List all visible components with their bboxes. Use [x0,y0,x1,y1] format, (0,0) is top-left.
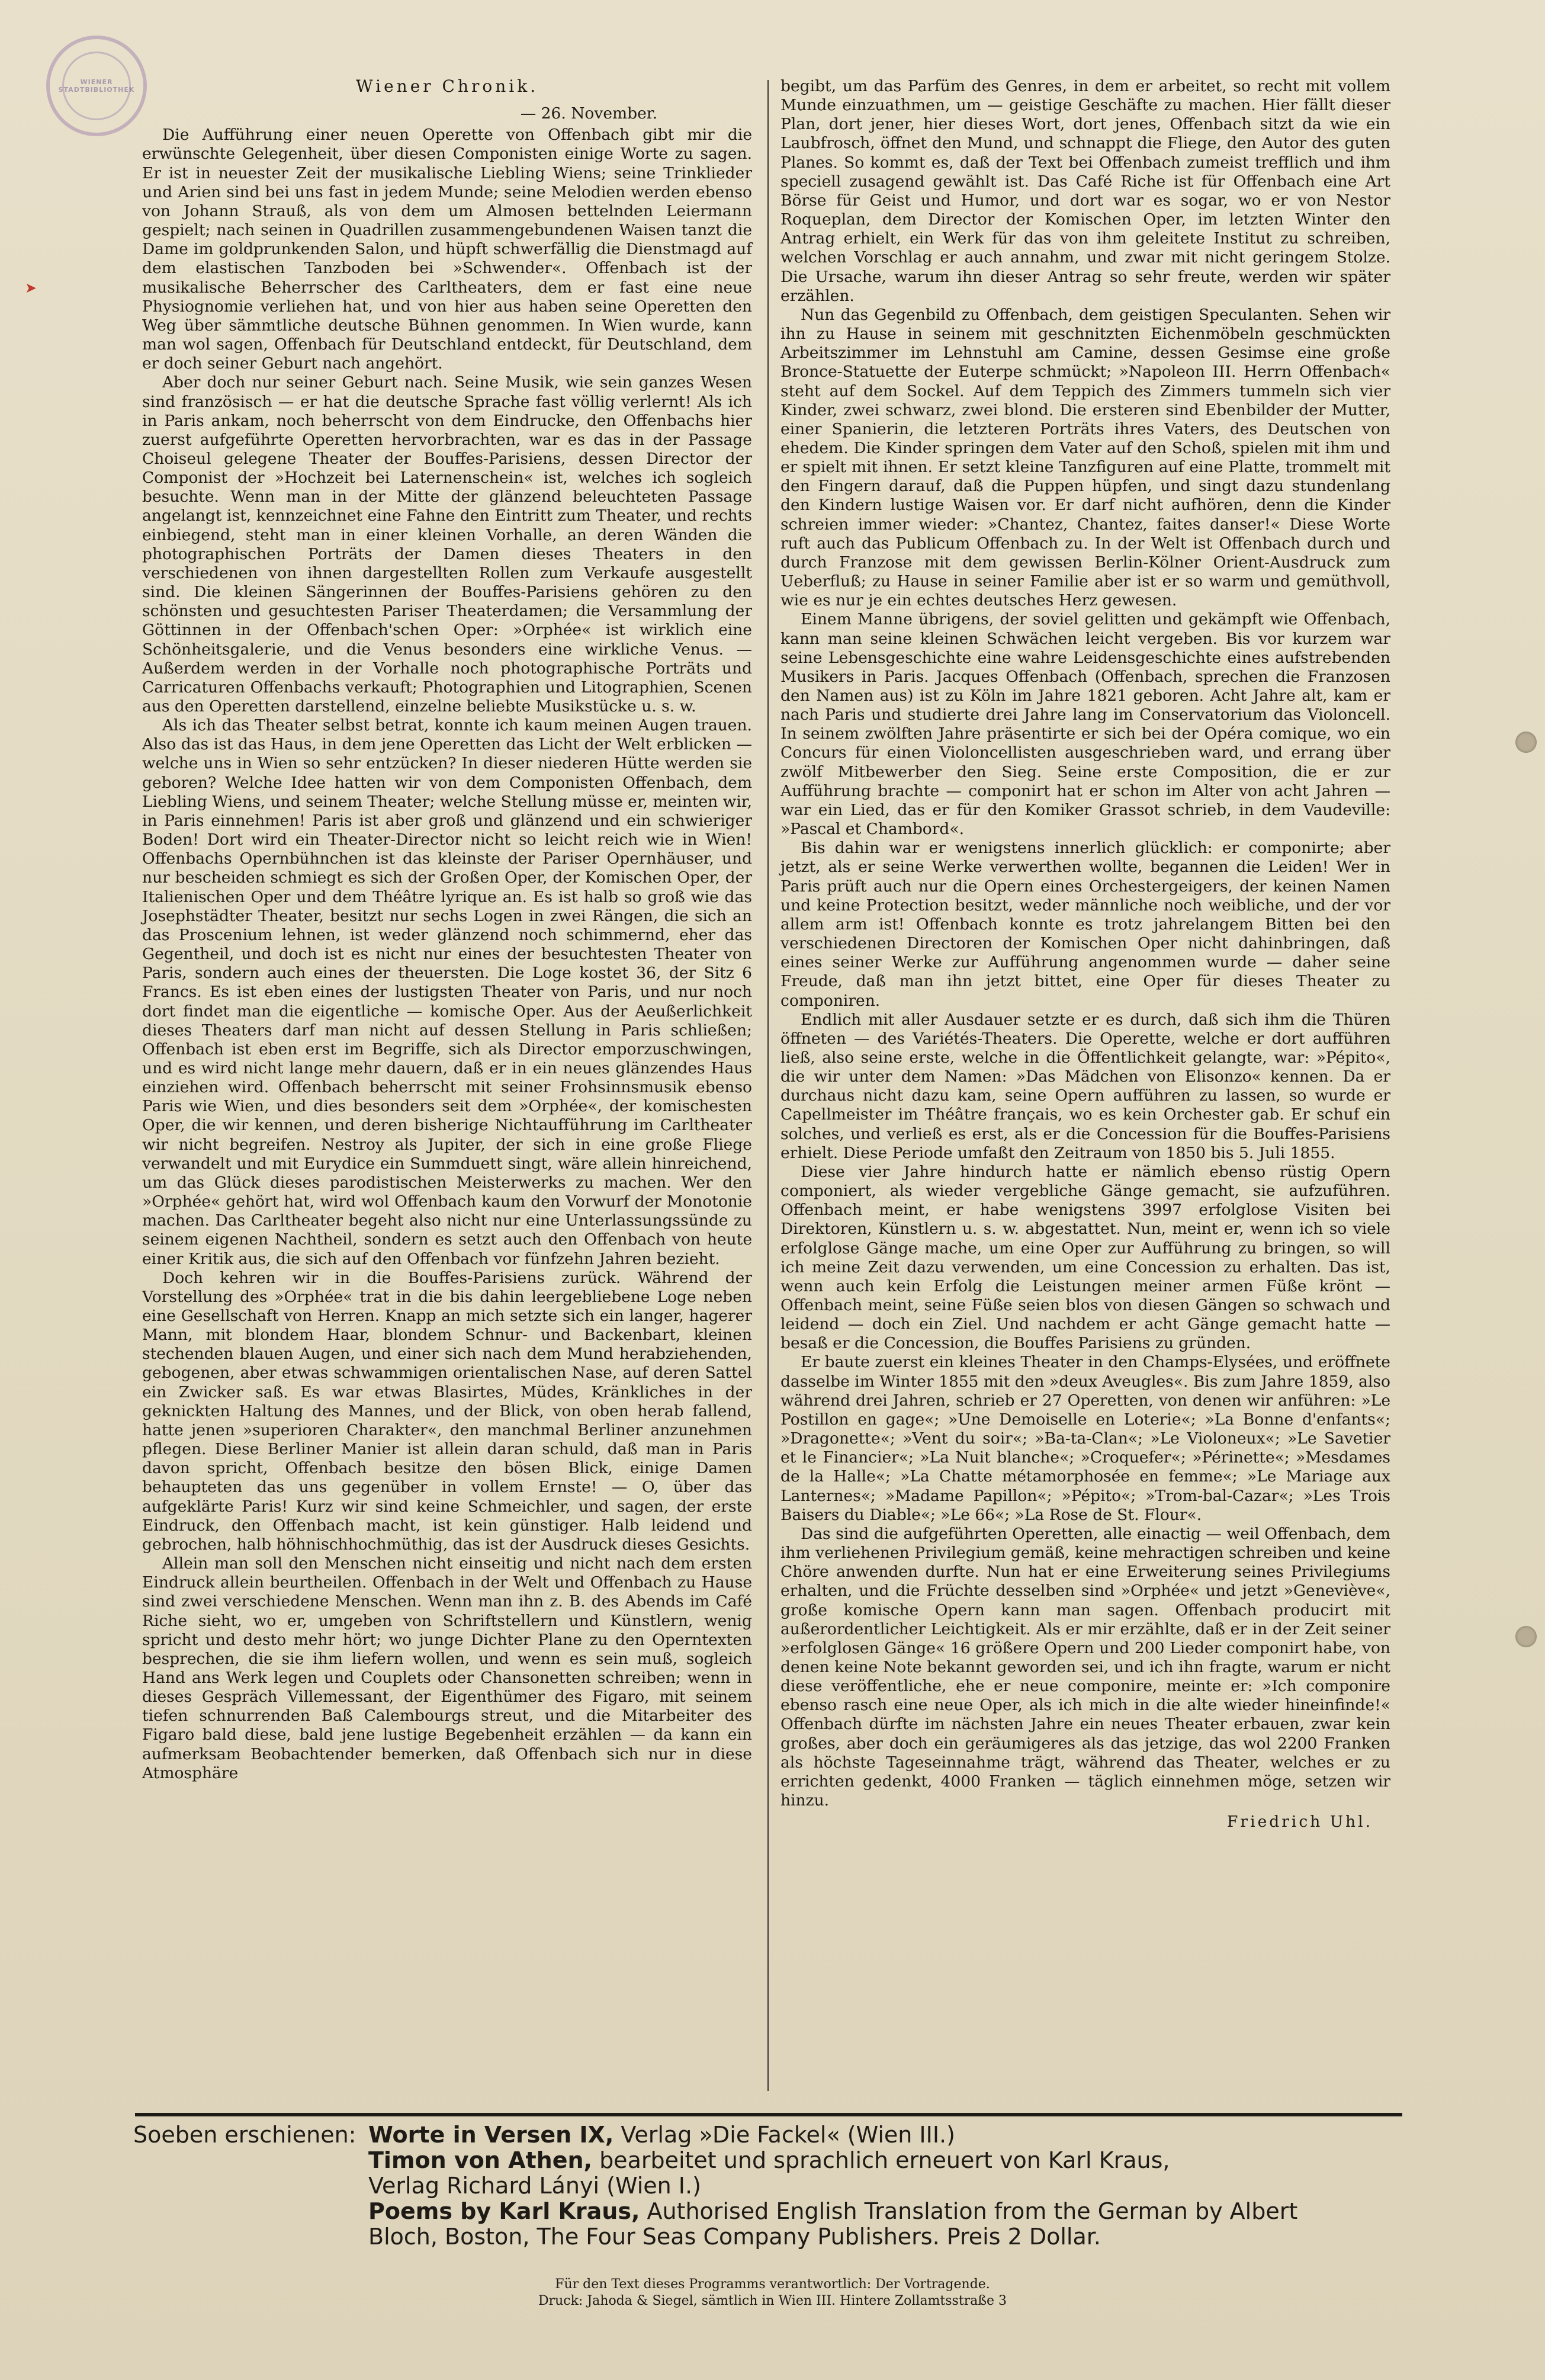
paragraph: Aber doch nur seiner Geburt nach. Seine Musik, wie sein ganzes Wesen sind französisch — er hat die deutsche Sprache fast völlig verlernt! Als ich in Paris ankam, noch beherrscht von dem Eindrucke, den Offenbachs hier zuerst aufgeführte Operetten hervorbrachten, war es das in der Passage Choiseul gelegene Theater der Bouffes-Parisiens, dessen Director der Componist der »Hochzeit bei Laternenschein« ist, welches ich sogleich besuchte. Wenn man in der Mitte der glänzend beleuchteten Passage angelangt ist, kennzeichnet eine Fahne den Eintritt zum Theater, und rechts einbiegend, steht man in einer kleinen Vorhalle, an deren Wänden die photographischen Porträts der Damen dieses Theaters in den verschiedenen von ihnen dargestellten Rollen zum Verkaufe ausgestellt sind. Die kleinen Sängerinnen der Bouffes-Parisiens gehören zu den schönsten und gesuchtesten Pariser Theaterdamen; die Versammlung der Göttinnen in der Offenbach'schen Oper: »Orphée« ist wirklich eine Schönheitsgalerie, und die Venus besonders eine wirkliche Venus. — Außerdem werden in der Vorhalle noch photographische Porträts und Carricaturen Offenbachs verkauft; Photographien und Litographien, Scenen aus den Operetten darstellend, einzelne beliebte Musikstücke u. s. w. [142,373,752,716]
paragraph: Er baute zuerst ein kleines Theater in den Champs-Elysées, und eröffnete dasselbe im Winter 1855 mit den »deux Aveugles«. Bis zum Jahre 1859, also während drei Jahren, schrieb er 27 Operetten, von denen wir anführen: »Le Postillon en gage«; »Une Demoiselle en Loterie«; »La Bonne d'enfants«; »Dragonette«; »Vent du soir«; »Ba-ta-Clan«; »Le Violoneux«; »Le Savetier et le Financier«; »La Nuit blanche«; »Croquefer«; »Périnette«; »Mesdames de la Halle«; »La Chatte métamorphosée en femme«; »Le Mariage aux Lanternes«; »Madame Papillon«; »Pépito«; »Trom-bal-Cazar«; »Les Trois Baisers du Diable«; »Le 66«; »La Rose de St. Flour«. [780,1353,1390,1524]
imprint-footer [0,2276,1545,2310]
ad-title: Worte in Versen IX, [368,2122,614,2148]
ad-title: Timon von Athen, [368,2147,592,2173]
paragraph: Die Aufführung einer neuen Operette von Offenbach gibt mir die erwünschte Gelegenheit, über diesen Componisten einige Worte zu sagen. Er ist in neuester Zeit der musikalische Liebling Wiens; seine Trinklieder und Arien sind bei uns fast in jedem Munde; seine Melodien werden ebenso von Johann Strauß, als von dem um Almosen bettelnden Leiermann gespielt; nach seinen in Quadrillen zusammengebundenen Waisen tanzt die Dame im goldprunkenden Salon, und hüpft schwerfällig die Dienstmagd auf dem elastischen Tanzboden bei »Schwender«. Offenbach ist der musikalische Beherrscher des Carltheaters, dem er fast eine neue Physiognomie verliehen hat, und von hier aus haben seine Operetten den Weg über sämmtliche deutsche Bühnen genommen. In Wien wurde, kann man wol sagen, Offenbach für Deutschland entdeckt, für Deutschland, dem er doch seiner Geburt nach angehört. [142,126,752,373]
ad-line [368,2122,1434,2148]
left-column [142,77,752,1783]
library-stamp-inner [58,52,135,120]
ad-line [368,2148,1434,2173]
horizontal-rule [135,2113,1402,2116]
paragraph: Einem Manne übrigens, der soviel gelitten und gekämpft wie Offenbach, kann man seine kleinen Schwächen leicht vergeben. Bis vor kurzem war seine Lebensgeschichte eine wahre Leidensgeschichte eines aufstrebenden Musikers in Paris. Jacques Offenbach (Offenbach, sprechen die Franzosen den Namen aus) ist zu Köln im Jahre 1821 geboren. Acht Jahre alt, kam er nach Paris und studierte drei Jahre lang im Conservatorium das Violoncell. In seinem zwölften Jahre präsentirte er sich bei der Opéra comique, wo ein Concurs für einen Violoncellisten ausgeschrieben ward, und errang über zwölf Mitbewerber den Sieg. Seine erste Composition, die er zur Aufführung brachte — componirt hat er schon im Alter von acht Jahren — war ein Lied, das er für den Komiker Grassot schrieb, in dem Vaudeville: »Pascal et Chambord«. [780,610,1390,839]
ad-line: Verlag Richard Lányi (Wien I.) [368,2173,701,2199]
margin-mark-icon: ➤ [25,280,37,296]
ad-lines [368,2122,1434,2250]
punch-hole [1515,1626,1537,1647]
ad-text: Authorised English Translation from the German by Albert [640,2198,1298,2224]
ad-line [368,2199,1434,2224]
paragraph: Doch kehren wir in die Bouffes-Parisiens zurück. Während der Vorstellung des »Orphée« trat in die bis dahin leergebliebene Loge neben eine Gesellschaft von Herren. Knapp an mich setzte sich ein langer, hagerer Mann, mit blondem Haar, blondem Schnur- und Backenbart, kleinen stechenden blauen Augen, und einer sich nach dem Mund herabziehenden, gebogenen, aber etwas schwammigen orientalischen Nase, auf deren Sattel ein Zwicker saß. Es war etwas Blasirtes, Müdes, Kränkliches in der geknickten Haltung des Mannes, und der Blick, von oben herab fallend, hatte jenen »superioren Charakter«, den manchmal Berliner anzunehmen pflegen. Diese Berliner Manier ist allein daran schuld, daß man in Paris davon spricht, Offenbach besitze den bösen Blick, einige Damen behaupteten das uns gegenüber in vollem Ernste! — O, über das aufgeklärte Paris! Kurz wir sind keine Schmeichler, und sagen, der erste Eindruck, den Offenbach macht, ist kein günstiger. Halb leidend und gebrochen, halb höhnischhochmüthig, das ist der Ausdruck dieses Gesichts. [142,1268,752,1554]
paragraph: Nun das Gegenbild zu Offenbach, dem geistigen Speculanten. Sehen wir ihn zu Hause in seinem mit geschnitzten Eichenmöbeln geschmückten Arbeitszimmer im Lehnstuhl am Camine, dessen Gesimse eine große Bronce-Statuette der Euterpe schmückt; »Napoleon III. Herrn Offenbach« steht auf dem Sockel. Auf dem Teppich des Zimmers tummeln sich vier Kinder, zwei schwarz, zwei blond. Die ersteren sind Ebenbilder der Mutter, einer Spanierin, die letzteren Porträts ihres Vaters, des Deutschen von ehedem. Die Kinder springen dem Vater auf den Schoß, spielen mit ihm und er spielt mit ihnen. Er setzt kleine Tanzfiguren auf eine Platte, trommelt mit den Fingern darauf, daß die Puppen hüpfen, und singt dazu stundenlang den Kindern lustige Waisen vor. Er darf nicht aufhören, denn die Kinder schreien immer wieder: »Chantez, Chantez, faites danser!« Diese Worte ruft auch das Publicum Offenbach zu. In der Welt ist Offenbach durch und durch Franzose mit dem gewissen Berlin-Kölner Orient-Ausdruck zum Ueberfluß; zu Hause in seiner Familie aber ist er so warm und gemüthvoll, wie es nur je ein echtes deutsches Herz gewesen. [780,305,1390,610]
paragraph: Bis dahin war er wenigstens innerlich glücklich: er componirte; aber jetzt, als er seine Werke verwerthen wollte, begannen die Leiden! Wer in Paris prüft auch nur die Opern eines Orchestergeigers, der keinen Namen und keine Protection besitzt, weder männliche noch weibliche, und der vor allem arm ist! Offenbach konnte es trotz jahrelangem Bitten bei den verschiedenen Directoren der Komischen Oper nicht dahinbringen, daß eines seiner Werke zur Aufführung angenommen wurde — daher seine Freude, daß man ihn jetzt bittet, eine Oper für dieses Theater zu componiren. [780,839,1390,1010]
paragraph: Allein man soll den Menschen nicht einseitig und nicht nach dem ersten Eindruck allein beurtheilen. Offenbach in der Welt und Offenbach zu Hause sind zwei verschiedene Menschen. Wenn man ihn z. B. des Abends im Café Riche sieht, wo er, umgeben von Schriftstellern und Künstlern, wenig spricht und desto mehr hört; wo junge Dichter Plane zu den Operntexten besprechen, die sie ihm liefern wollen, und wenn es sein muß, sogleich Hand ans Werk legen und Couplets oder Chansonetten schreiben; wenn in dieses Gespräch Villemessant, der Eigenthümer des Figaro, mit seinem tiefen schnurrenden Baß Calembourgs streut, und die Mitarbeiter des Figaro bald diese, bald jene lustige Begebenheit erzählen — da kann ein aufmerksam Beobachtender bemerken, daß Offenbach sich nur in diese Atmosphäre [142,1554,752,1782]
ad-line: Bloch, Boston, The Four Seas Company Publishers. Preis 2 Dollar. [368,2224,1101,2250]
author-signature: Friedrich Uhl. [1227,1813,1373,1831]
right-column [780,77,1390,1831]
library-stamp [46,36,147,136]
article-date: — 26. November. [520,104,657,123]
paragraph: Endlich mit aller Ausdauer setzte er es durch, daß sich ihm die Thüren öffneten — des Variétés-Theaters. Die Operette, welche er dort aufführen ließ, also seine erste, welche in die Öffentlichkeit gelangte, war: »Pépito«, die wir unter dem Namen: »Das Mädchen von Elisonzo« kennen. Da er durchaus nicht dazu kam, seine Opern aufführen zu lassen, so wurde er Capellmeister im Théâtre français, wo es kein Orchester gab. Er schuf ein solches, und verließ es erst, als er die Concession für die Bouffes-Parisiens erhielt. Diese Periode umfaßt den Zeitraum von 1850 bis 5. Juli 1855. [780,1010,1390,1162]
imprint-line: Druck: Jahoda & Siegel, sämtlich in Wien III. Hintere Zollamtsstraße 3 [538,2294,1007,2308]
imprint-line: Für den Text dieses Programms verantwortlich: Der Vortragende. [555,2277,990,2292]
library-stamp-text: WIENER STADTBIBLIOTHEK [58,78,135,94]
ad-text: bearbeitet und sprachlich erneuert von Karl Kraus, [592,2147,1170,2173]
ad-intro: Soeben erschienen: [133,2122,356,2148]
paragraph: begibt, um das Parfüm des Genres, in dem er arbeitet, so recht mit vollem Munde einzuathmen, um — geistige Geschäfte zu machen. Hier fällt dieser Plan, dort jener, hier dieses Wort, dort jenes, Offenbach sitzt da wie ein Laubfrosch, öffnet den Mund, und schnappt die Fliege, den Autor des guten Planes. So kommt es, daß der Text bei Offenbach zumeist trefflich und ihm speciell zusagend gewählt ist. Das Café Riche ist für Offenbach eine Art Börse für Geist und Humor, und dort war es sogar, wo er von Nestor Roqueplan, dem Director der Komischen Oper, im letzten Winter den Antrag erhielt, ein Werk für das von ihm geleitete Institut zu schreiben, welchen Vorschlag er auch annahm, und zwar mit nicht geringem Stolze. Die Ursache, warum ihn dieser Antrag so sehr freute, werden wir später erzählen. [780,77,1390,305]
paragraph: Das sind die aufgeführten Operetten, alle einactig — weil Offenbach, dem ihm verliehenen Privilegium gemäß, keine mehractigen schreiben und keine Chöre anwenden durfte. Nun hat er eine Erweiterung seines Privilegiums erhalten, und die Früchte desselben sind »Orphée« und jetzt »Geneviève«, große komische Opern kann man sagen. Offenbach producirt mit außerordentlicher Leichtigkeit. Als er mir erzählte, daß er in der Zeit seiner »erfolglosen Gänge« 16 größere Opern und 200 Lieder componirt habe, von denen keine Note bekannt geworden sei, und ich ihn fragte, warum er nicht diese veröffentliche, ehe er neue componire, meinte er: »Ich componire ebenso rasch eine neue Oper, als ich mich in die alte wieder hineinfinde!« Offenbach dürfte im nächsten Jahre ein neues Theater erbauen, zwar kein großes, aber doch ein geräumigeres als das jetzige, das wol 2200 Franken als höchste Tageseinnahme trägt, während das Theater, welches er zu errichten gedenkt, 4000 Franken — täglich einnehmen möge, setzen wir hinzu. [780,1524,1390,1810]
paragraph: Als ich das Theater selbst betrat, konnte ich kaum meinen Augen trauen. Also das ist das Haus, in dem jene Operetten das Licht der Welt erblicken — welche uns in Wien so sehr entzücken? In dieser niederen Hütte werden sie geboren? Welche Idee hatten wir von dem Componisten Offenbach, dem Liebling Wiens, und seinem Theater; welche Stellung müsse er, meinten wir, in Paris einnehmen! Paris ist aber groß und glänzend und ein schwieriger Boden! Dort wird ein Theater-Director nicht so leicht reich wie in Wien! Offenbachs Opernbühnchen ist das kleinste der Pariser Opernhäuser, und nur bescheiden schmiegt es sich der Großen Oper, der Komischen Oper, der Italienischen Oper und dem Théâtre lyrique an. Es ist halb so groß wie das Josephstädter Theater, besitzt nur sechs Logen in zwei Rängen, die sich an das Proscenium lehnen, ist weder glänzend noch schimmernd, eher das Gegentheil, und doch ist es nicht nur eines der besuchtesten Theater von Paris, sondern auch eines der theuersten. Die Loge kostet 36, der Sitz 6 Francs. Es ist eben eines der lustigsten Theater von Paris, und nur noch dort findet man die eigentliche — komische Oper. Aus der Aeußerlichkeit dieses Theaters darf man nicht auf dessen Stellung in Paris schließen; Offenbach ist eben erst im Begriffe, sich als Director emporzuschwingen, und es wird nicht lange mehr dauern, daß er in ein neues glänzendes Haus einziehen wird. Offenbach beherrscht mit seiner Frohsinnsmusik ebenso Paris wie Wien, und dies besonders seit dem »Orphée«, der komischesten Oper, die wir kennen, und deren bisherige Nichtaufführung im Carltheater wir nicht begreifen. Nestroy als Jupiter, der sich in eine große Fliege verwandelt und mit Eurydice ein Summduett singt, wäre allein hinreichend, um das Glück dieses parodistischen Meisterwerks zu machen. Wer den »Orphée« gehört hat, wird wol Offenbach kaum den Vorwurf der Monotonie machen. Das Carltheater begeht also nicht nur eine Unterlassungssünde zu seinem eigenen Nachtheil, sondern es setzt auch den Offenbach von heute einer Kritik aus, die sich auf den Offenbach vor fünfzehn Jahren bezieht. [142,716,752,1268]
paragraph: Diese vier Jahre hindurch hatte er nämlich ebenso rüstig Opern componiert, als wieder vergebliche Gänge gemacht, sie aufzuführen. Offenbach meint, er habe wenigstens 3997 erfolglose Visiten bei Direktoren, Künstlern u. s. w. abgestattet. Nun, meint er, wenn ich so viele erfolglose Gänge mache, um eine Oper zur Aufführung zu bringen, so will ich meine Zeit dazu verwenden, um eine Concession zu erhalten. Das ist, wenn auch kein Erfolg die Leistungen meiner armen Füße krönt — Offenbach meint, seine Füße seien blos von diesen Gängen so schwach und leidend — doch ein Ziel. Und nachdem er acht Gänge gemacht hatte — besaß er die Concession, die Bouffes Parisiens zu gründen. [780,1162,1390,1353]
column-divider [767,80,769,2091]
punch-hole [1515,732,1537,753]
article-heading: Wiener Chronik. [355,76,539,96]
ad-text: Verlag »Die Fackel« (Wien III.) [613,2122,955,2148]
ad-title: Poems by Karl Kraus, [368,2198,640,2224]
